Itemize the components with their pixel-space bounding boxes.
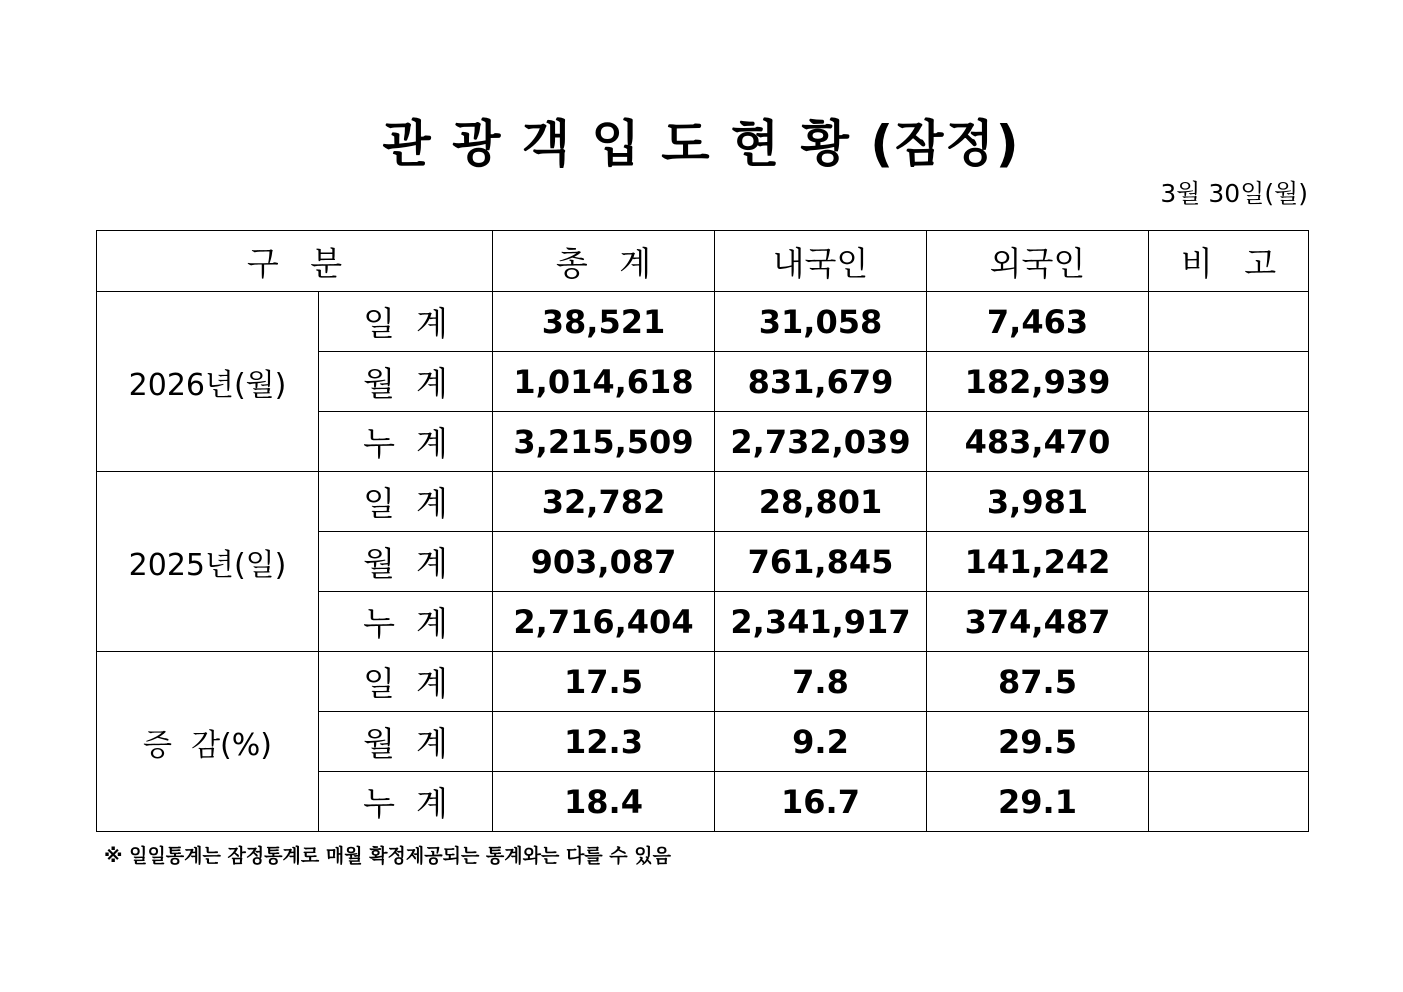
total-cell: 12.3 <box>493 712 715 772</box>
row-label: 월 계 <box>319 532 493 592</box>
header-category: 구 분 <box>97 231 493 292</box>
row-label: 일 계 <box>319 292 493 352</box>
row-label: 누 계 <box>319 592 493 652</box>
remarks-cell <box>1149 652 1309 712</box>
foreign-cell: 374,487 <box>927 592 1149 652</box>
table-row <box>97 472 1309 532</box>
remarks-cell <box>1149 772 1309 832</box>
domestic-cell: 7.8 <box>715 652 927 712</box>
domestic-cell: 831,679 <box>715 352 927 412</box>
remarks-cell <box>1149 472 1309 532</box>
remarks-cell <box>1149 352 1309 412</box>
remarks-cell <box>1149 532 1309 592</box>
domestic-cell: 2,341,917 <box>715 592 927 652</box>
group-label: 증 감(%) <box>97 652 319 832</box>
header-total: 총 계 <box>493 231 715 292</box>
group-label: 2025년(일) <box>97 472 319 652</box>
row-label: 월 계 <box>319 712 493 772</box>
remarks-cell <box>1149 592 1309 652</box>
total-cell: 903,087 <box>493 532 715 592</box>
domestic-cell: 28,801 <box>715 472 927 532</box>
foreign-cell: 29.5 <box>927 712 1149 772</box>
remarks-cell <box>1149 712 1309 772</box>
remarks-cell <box>1149 292 1309 352</box>
foreign-cell: 3,981 <box>927 472 1149 532</box>
row-label: 누 계 <box>319 772 493 832</box>
foreign-cell: 87.5 <box>927 652 1149 712</box>
total-cell: 1,014,618 <box>493 352 715 412</box>
table-row <box>97 652 1309 712</box>
table-row <box>97 292 1309 352</box>
row-label: 월 계 <box>319 352 493 412</box>
total-cell: 38,521 <box>493 292 715 352</box>
row-label: 일 계 <box>319 472 493 532</box>
total-cell: 17.5 <box>493 652 715 712</box>
total-cell: 3,215,509 <box>493 412 715 472</box>
domestic-cell: 9.2 <box>715 712 927 772</box>
foreign-cell: 483,470 <box>927 412 1149 472</box>
tourist-arrivals-table <box>96 230 1309 832</box>
foreign-cell: 29.1 <box>927 772 1149 832</box>
page-title: 관 광 객 입 도 현 황 (잠정) <box>382 115 1021 173</box>
total-cell: 32,782 <box>493 472 715 532</box>
header-foreign: 외국인 <box>927 231 1149 292</box>
domestic-cell: 2,732,039 <box>715 412 927 472</box>
footnote: ※ 일일통계는 잠정통계로 매월 확정제공되는 통계와는 다를 수 있음 <box>104 845 671 867</box>
row-label: 누 계 <box>319 412 493 472</box>
foreign-cell: 182,939 <box>927 352 1149 412</box>
header-remarks: 비 고 <box>1149 231 1309 292</box>
domestic-cell: 761,845 <box>715 532 927 592</box>
header-domestic: 내국인 <box>715 231 927 292</box>
report-date: 3월 30일(월) <box>1160 179 1308 208</box>
header-row <box>97 231 1309 292</box>
total-cell: 18.4 <box>493 772 715 832</box>
total-cell: 2,716,404 <box>493 592 715 652</box>
domestic-cell: 31,058 <box>715 292 927 352</box>
foreign-cell: 7,463 <box>927 292 1149 352</box>
row-label: 일 계 <box>319 652 493 712</box>
remarks-cell <box>1149 412 1309 472</box>
foreign-cell: 141,242 <box>927 532 1149 592</box>
group-label: 2026년(월) <box>97 292 319 472</box>
domestic-cell: 16.7 <box>715 772 927 832</box>
